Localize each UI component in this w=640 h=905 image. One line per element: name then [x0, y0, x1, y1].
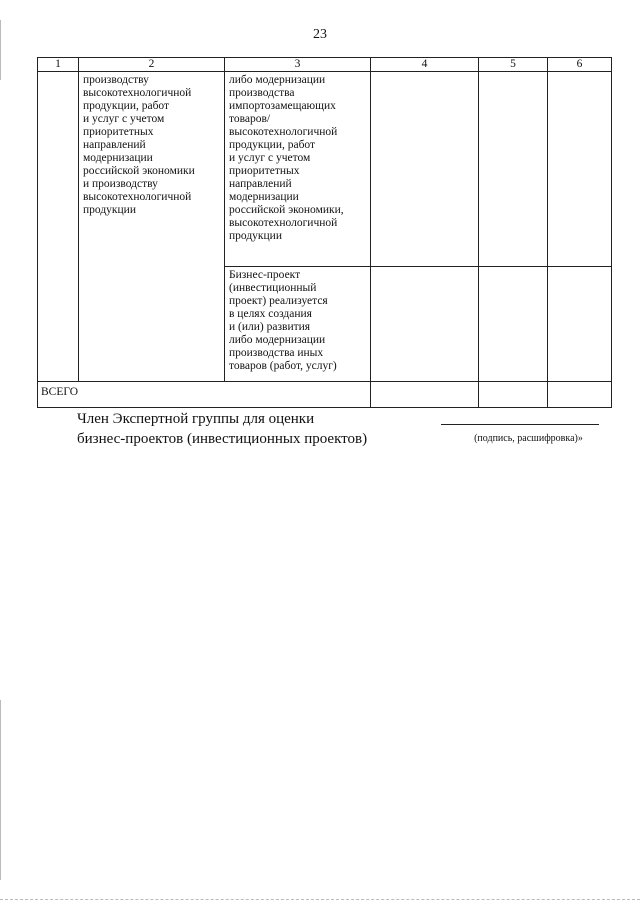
- page-bottom-edge: [0, 899, 640, 900]
- empty-cell: [479, 72, 548, 267]
- cell-text: Бизнес-проект (инвестиционный проект) реализуется в целях создания и (или) развития либо модернизации производства иных товаров (работ, услуг): [229, 269, 337, 372]
- header-cell: 2: [79, 58, 225, 72]
- empty-cell: [38, 72, 79, 382]
- table-header-row: [38, 58, 612, 72]
- table-cell: [79, 72, 225, 382]
- header-cell: 4: [371, 58, 479, 72]
- header-cell: 6: [548, 58, 612, 72]
- header-cell: 5: [479, 58, 548, 72]
- empty-cell: [479, 382, 548, 408]
- empty-cell: [548, 72, 612, 267]
- expert-member-label: Член Экспертной группы для оценки бизнес-проектов (инвестиционных проектов): [77, 411, 368, 447]
- signature-caption: (подпись, расшифровка)»: [474, 433, 583, 444]
- header-cell: 3: [225, 58, 371, 72]
- left-margin-mark: [0, 20, 1, 80]
- total-row: [38, 382, 612, 408]
- empty-cell: [479, 267, 548, 382]
- cell-text: производству высокотехнологичной продукции, работ и услуг с учетом приоритетных направлений модернизации российской экономики и производству высокотехнологичной продукции: [83, 74, 195, 216]
- page-number: 23: [313, 27, 327, 42]
- empty-cell: [371, 72, 479, 267]
- table-cell: [225, 72, 371, 267]
- table-cell: [225, 267, 371, 382]
- total-label: ВСЕГО: [38, 382, 371, 408]
- signature-line: [441, 424, 599, 425]
- empty-cell: [371, 267, 479, 382]
- empty-cell: [548, 267, 612, 382]
- evaluation-table: [37, 57, 612, 408]
- table-row: [38, 72, 612, 267]
- cell-text: либо модернизации производства импортозамещающих товаров/ высокотехнологичной продукции, работ и услуг с учетом приоритетных направлений модернизации российской экономики, высокотехнологичной продукции: [229, 74, 344, 242]
- left-margin-mark: [0, 700, 1, 880]
- header-cell: 1: [38, 58, 79, 72]
- empty-cell: [548, 382, 612, 408]
- empty-cell: [371, 382, 479, 408]
